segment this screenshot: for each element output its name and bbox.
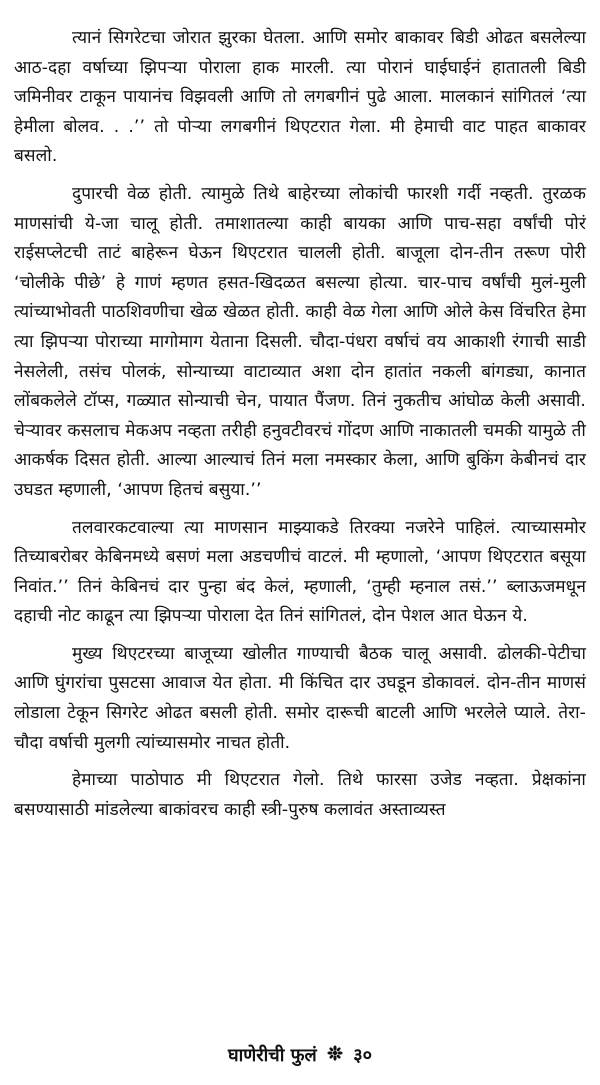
paragraph-1: त्यानं सिगरेटचा जोरात झुरका घेतला. आणि समोर बाकावर बिडी ओढत बसलेल्या आठ-दहा वर्षाच्या झिपऱ्या पोराला हाक मारली. त्या पोरानं घाईघाईनं हातातली बिडी जमिनीवर टाकून पायानंच विझवली आणि तो लगबगीनं पुढे आला. मालकानं सांगितलं ‘त्या हेमीला बोलव. . .’’ तो पोऱ्या लगबगीनं थिएटरात गेला. मी हेमाची वाट पाहत बाकावर बसलो.: [14, 28, 586, 167]
paragraph-5: हेमाच्या पाठोपाठ मी थिएटरात गेलो. तिथे फारसा उजेड नव्हता. प्रेक्षकांना बसण्यासाठी मांडलेल्या बाकांवरच काही स्त्री-पुरुष कलावंत अस्ताव्यस्त: [14, 770, 586, 820]
page-footer: [0, 1043, 600, 1067]
page-number: ३०: [353, 1045, 373, 1066]
flower-ornament-icon: [327, 1045, 343, 1066]
paragraph-4: मुख्य थिएटरच्या बाजूच्या खोलीत गाण्याची बैठक चालू असावी. ढोलकी-पेटीचा आणि घुंगरांचा पुसटसा आवाज येत होता. मी किंचित दार उघडून डोकावलं. दोन-तीन माणसं लोडाला टेकून सिगरेट ओढत बसली होती. समोर दारूची बाटली आणि भरलेले प्याले. तेरा-चौदा वर्षाची मुलगी त्यांच्यासमोर नाचत होती.: [14, 643, 586, 753]
page-body: [14, 24, 586, 825]
paragraph-2: दुपारची वेळ होती. त्यामुळे तिथे बाहेरच्या लोकांची फारशी गर्दी नव्हती. तुरळक माणसांची ये-जा चालू होती. तमाशातल्या काही बायका आणि पाच-सहा वर्षांची पोरं राईसप्लेटची ताटं बाहेरून घेऊन थिएटरात चालली होती. बाजूला दोन-तीन तरूण पोरी ‘चोलीके पीछे’ हे गाणं म्हणत हसत-खिदळत बसल्या होत्या. चार-पाच वर्षांची मुलं-मुली त्यांच्याभोवती पाठशिवणीचा खेळ खेळत होती. काही वेळ गेला आणि ओले केस विंचरित हेमा त्या झिपऱ्या पोराच्या मागोमाग येताना दिसली. चौदा-पंधरा वर्षाचं वय आकाशी रंगाची साडी नेसलेली, तसंच पोलकं, सोन्याच्या वाटाव्यात अशा दोन हातांत नकली बांगड्या, कानात लोंबकलेले टॉप्स, गळ्यात सोन्याची चेन, पायात पैंजण. तिनं नुकतीच आंघोळ केली असावी. चेऱ्यावर कसलाच मेकअप नव्हता तरीही हनुवटीवरचं गोंदण आणि नाकातली चमकी यामुळे ती आकर्षक दिसत होती. आल्या आल्याचं तिनं मला नमस्कार केला, आणि बुकिंग केबीनचं दार उघडत म्हणाली, ‘आपण हितचं बसुया.’’: [14, 183, 586, 500]
book-title: घाणेरीची फुलं: [227, 1045, 317, 1066]
paragraph-3: तलवारकटवाल्या त्या माणसान माझ्याकडे तिरक्या नजरेने पाहिलं. त्याच्यासमोर तिच्याबरोबर केबिनमध्ये बसणं मला अडचणीचं वाटलं. मी म्हणालो, ‘आपण थिएटरात बसूया निवांत.’’ तिनं केबिनचं दार पुन्हा बंद केलं, म्हणाली, ‘तुम्ही म्हनाल तसं.’’ ब्लाऊजमधून दहाची नोट काढून त्या झिपऱ्या पोराला देत तिनं सांगितलं, दोन पेशल आत घेऊन ये.: [14, 517, 586, 627]
